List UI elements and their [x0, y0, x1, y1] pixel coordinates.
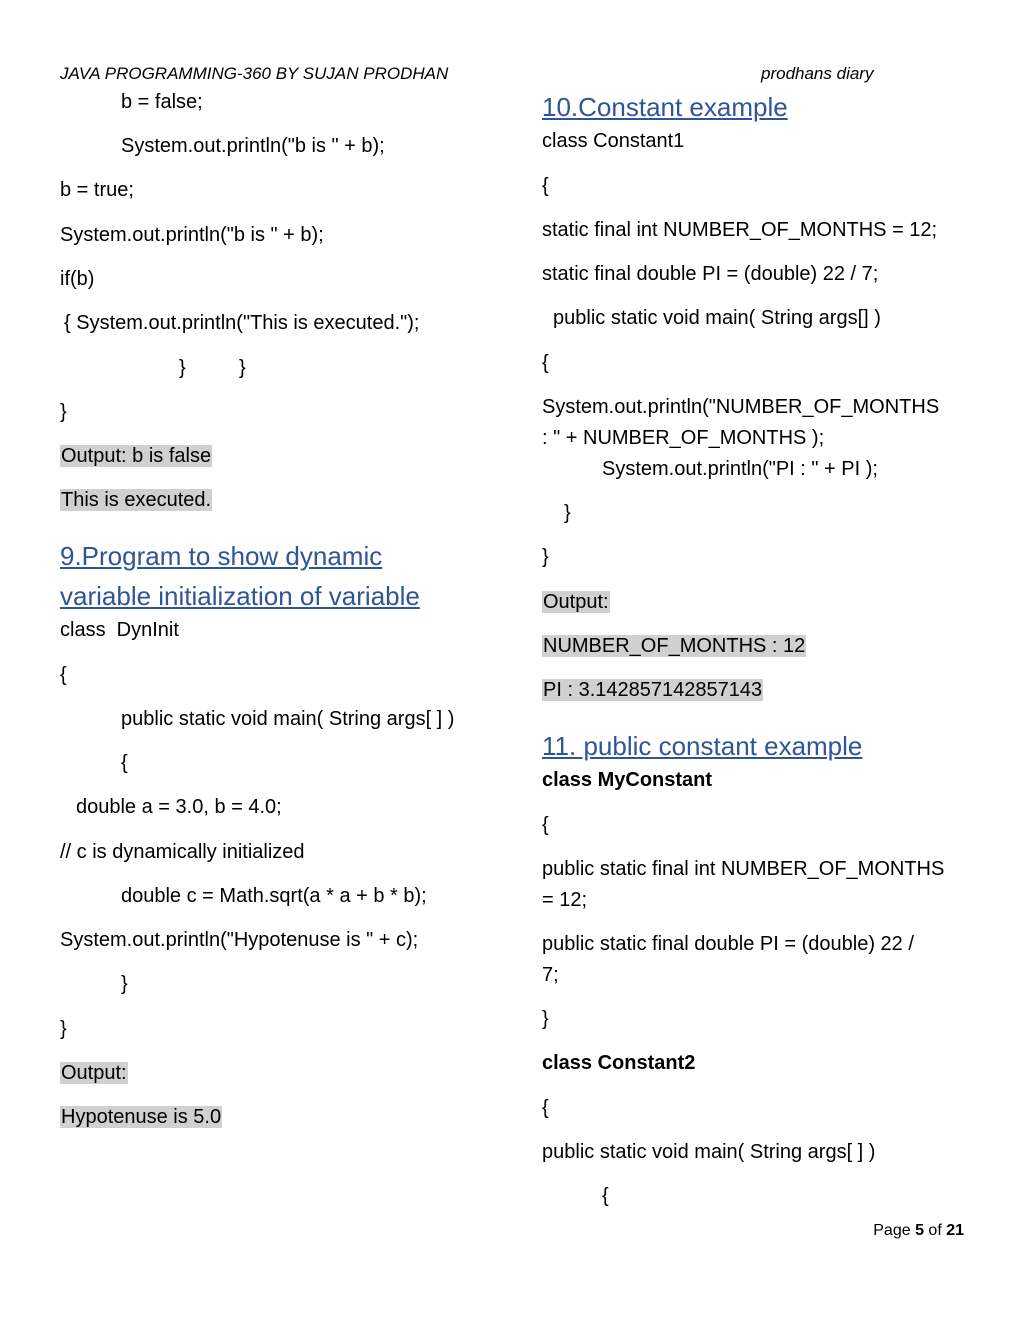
code-line: } [121, 973, 128, 995]
code-line: double c = Math.sqrt(a * a + b * b); [121, 885, 427, 907]
output-text: This is executed. [61, 489, 212, 511]
output-line [542, 678, 763, 702]
code-line: { [542, 175, 549, 197]
code-line: class Constant1 [542, 130, 685, 152]
output-text: Hypotenuse is 5.0 [61, 1106, 222, 1128]
code-line: public static void main( String args[ ] ) [121, 708, 455, 730]
code-line: class DynInit [60, 619, 179, 641]
code-line: : " + NUMBER_OF_MONTHS ); [542, 427, 825, 449]
output-text: NUMBER_OF_MONTHS : 12 [543, 635, 806, 657]
output-text: Output: [61, 1062, 127, 1084]
code-line: } [542, 546, 549, 568]
code-line: public static final int NUMBER_OF_MONTHS [542, 858, 945, 880]
code-line: b = false; [121, 91, 203, 113]
code-line: System.out.println("b is " + b); [60, 224, 324, 246]
code-line: } [239, 357, 246, 379]
output-text: Output: b is false [61, 445, 212, 467]
output-text: Output: [543, 591, 609, 613]
section-heading: 11. public constant example [542, 731, 863, 761]
code-line: } [179, 357, 186, 379]
code-line: } [564, 502, 571, 524]
code-line: public static final double PI = (double) 22 / [542, 933, 914, 955]
code-line: 7; [542, 964, 559, 986]
page-of: of [923, 1222, 947, 1239]
output-line [542, 634, 806, 658]
section-heading: variable initialization of variable [60, 581, 420, 611]
code-line: public static void main( String args[] ) [553, 307, 881, 329]
page-prefix: Page [873, 1222, 916, 1239]
code-line: static final int NUMBER_OF_MONTHS = 12; [542, 219, 938, 241]
code-line: b = true; [60, 179, 134, 201]
section-heading: 9.Program to show dynamic [60, 541, 383, 571]
header-left: JAVA PROGRAMMING-360 BY SUJAN PRODHAN [60, 64, 449, 83]
code-line: System.out.println("PI : " + PI ); [602, 458, 878, 480]
output-line [60, 444, 212, 468]
output-line [60, 1061, 128, 1085]
code-line: System.out.println("NUMBER_OF_MONTHS [542, 396, 940, 418]
code-line: { [602, 1185, 609, 1207]
code-line: } [60, 1018, 67, 1040]
section-heading: 10.Constant example [542, 92, 788, 122]
page-number [873, 1222, 964, 1240]
code-line: { [121, 752, 128, 774]
code-line: class Constant2 [542, 1052, 696, 1074]
code-line: System.out.println("b is " + b); [121, 135, 385, 157]
code-line: } [60, 401, 67, 423]
code-line: System.out.println("Hypotenuse is " + c); [60, 929, 419, 951]
code-line: static final double PI = (double) 22 / 7; [542, 263, 879, 285]
header-right: prodhans diary [761, 64, 874, 83]
total-pages: 21 [946, 1222, 964, 1239]
code-line: class MyConstant [542, 769, 713, 791]
code-line: { [60, 664, 67, 686]
code-line: { [542, 1097, 549, 1119]
code-line: { [542, 352, 549, 374]
code-line: // c is dynamically initialized [60, 841, 305, 863]
current-page: 5 [915, 1222, 924, 1239]
code-line: } [542, 1008, 549, 1030]
code-line: { System.out.println("This is executed."); [64, 312, 420, 334]
output-line [60, 1105, 222, 1129]
output-line [542, 590, 610, 614]
output-text: PI : 3.142857142857143 [543, 679, 763, 701]
code-line: double a = 3.0, b = 4.0; [76, 796, 282, 818]
code-line: = 12; [542, 889, 588, 911]
code-line: { [542, 814, 549, 836]
code-line: if(b) [60, 268, 95, 290]
output-line [60, 488, 212, 512]
code-line: public static void main( String args[ ] ) [542, 1141, 876, 1163]
